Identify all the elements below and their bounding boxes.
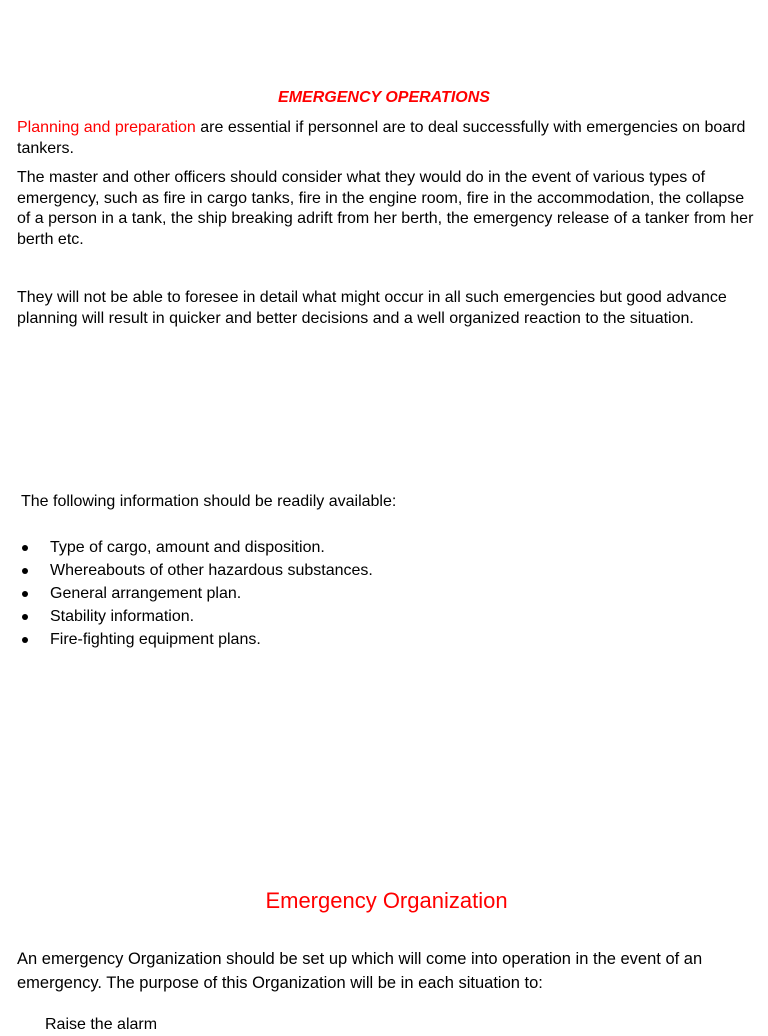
list-item: [17, 561, 373, 584]
bullet-icon: [22, 614, 28, 620]
bullet-icon: [22, 591, 28, 597]
section-title: Emergency Organization: [265, 888, 508, 913]
list-item-text: Stability information.: [50, 608, 195, 625]
cut-off-list-item: Raise the alarm: [45, 1016, 158, 1033]
organization-paragraph: An emergency Organization should be set up which will come into operation in the event of an emergency. The purpose of this Organization will be in each situation to:: [17, 950, 703, 992]
emergency-types-paragraph: The master and other officers should consider what they would do in the event of various types of emergency, such as fire in cargo tanks, fire in the engine room, fire in the accommodation, the collapse of a person in a tank, the ship breaking adrift from her berth, the emergency release of a tanker from her berth etc.: [17, 169, 754, 248]
list-item: [17, 538, 373, 561]
intro-paragraph: [17, 118, 757, 159]
planning-paragraph: They will not be able to foresee in detail what might occur in all such emergencies but good advance planning will result in quicker and better decisions and a well organized reaction to the situation.: [17, 289, 727, 327]
list-item: [17, 584, 373, 607]
page-title: EMERGENCY OPERATIONS: [278, 89, 490, 106]
bullet-icon: [22, 545, 28, 551]
intro-text: are essential if personnel are to deal successfully with emergencies on board tankers.: [17, 119, 746, 157]
list-item: [17, 607, 373, 630]
intro-highlight: Planning and preparation: [17, 119, 196, 136]
bullet-icon: [22, 568, 28, 574]
list-item-text: Whereabouts of other hazardous substances.: [50, 562, 373, 579]
list-item-text: Type of cargo, amount and disposition.: [50, 539, 325, 556]
info-intro: The following information should be readily available:: [21, 493, 397, 510]
list-item: [17, 630, 373, 653]
bullet-icon: [22, 637, 28, 643]
list-item-text: Fire-fighting equipment plans.: [50, 631, 261, 648]
list-item-text: General arrangement plan.: [50, 585, 242, 602]
info-list: [17, 538, 373, 653]
